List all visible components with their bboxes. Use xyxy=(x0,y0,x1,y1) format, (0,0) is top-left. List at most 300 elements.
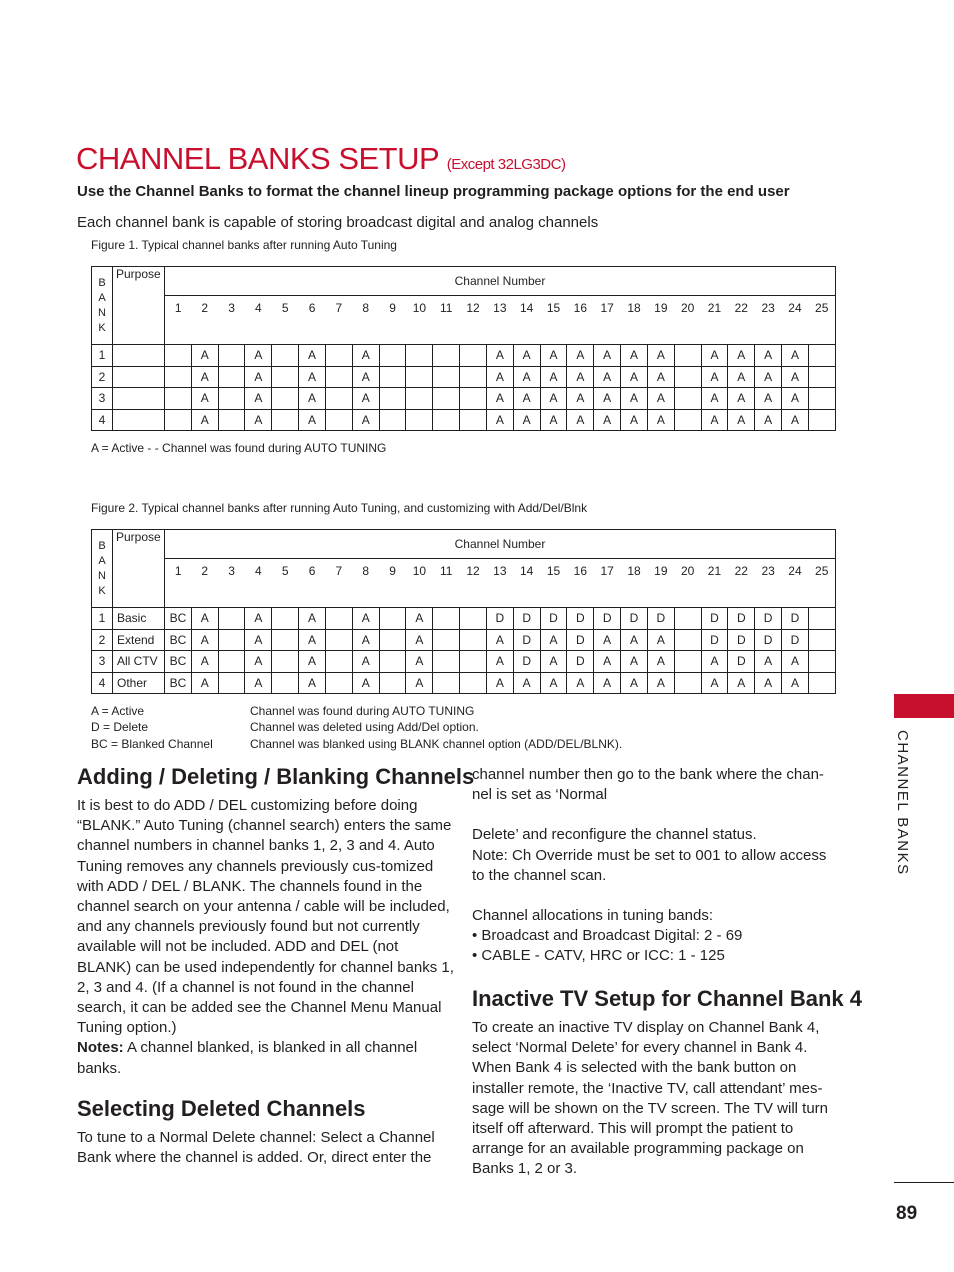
notes-text: A channel blanked, is blanked in all channel banks. xyxy=(77,1039,418,1077)
fig2-channel-number: 13 xyxy=(486,559,513,608)
fig2-channel-cell: D xyxy=(486,608,513,630)
fig2-bank-header-letter: B xyxy=(98,539,106,552)
fig1-channel-cell: A xyxy=(567,345,594,367)
fig2-channel-cell: A xyxy=(352,672,379,694)
side-tab-label xyxy=(894,730,918,880)
fig2-channel-cell xyxy=(272,629,299,651)
right-p3: Note: Ch Override must be set to 001 to allow access to the channel scan. xyxy=(472,846,827,884)
adding-body xyxy=(77,796,455,1079)
fig1-channel-cell: A xyxy=(352,409,379,431)
fig1-channel-cell xyxy=(218,409,245,431)
fig2-channel-cell: A xyxy=(486,672,513,694)
figure1-legend: A = Active - - Channel was found during AUTO TUNING xyxy=(91,441,387,455)
fig1-channel-number: 22 xyxy=(728,296,755,345)
fig1-channel-cell: A xyxy=(513,388,540,410)
fig1-channel-number: 5 xyxy=(272,296,299,345)
fig2-bank-number: 2 xyxy=(92,629,113,651)
fig1-channel-cell: A xyxy=(540,409,567,431)
fig2-channel-cell xyxy=(808,608,835,630)
fig1-channel-cell xyxy=(460,345,487,367)
fig1-table-row xyxy=(92,388,836,410)
fig1-channel-number: 17 xyxy=(594,296,621,345)
fig2-channel-cell: D xyxy=(513,651,540,673)
fig1-channel-number: 18 xyxy=(621,296,648,345)
fig2-channel-cell xyxy=(325,608,352,630)
figure1-table xyxy=(91,266,836,431)
fig1-channel-cell: A xyxy=(567,388,594,410)
fig2-channel-cell: A xyxy=(513,672,540,694)
right-p2: Delete’ and reconfigure the channel status. xyxy=(472,826,757,844)
fig2-channel-cell xyxy=(379,672,406,694)
fig2-channel-cell: A xyxy=(782,651,809,673)
fig2-channel-cell xyxy=(460,608,487,630)
fig2-purpose-header: Purpose xyxy=(113,530,165,608)
fig2-channel-cell: A xyxy=(191,629,218,651)
fig2-channel-cell xyxy=(218,651,245,673)
fig2-channel-number: 11 xyxy=(433,559,460,608)
legend-desc-delete: Channel was deleted using Add/Del option. xyxy=(250,720,479,734)
fig1-channel-number: 24 xyxy=(782,296,809,345)
fig1-channel-number: 1 xyxy=(165,296,192,345)
selecting-body: To tune to a Normal Delete channel: Select a Channel Bank where the channel is added. Or, direct enter the xyxy=(77,1129,435,1167)
fig2-channel-cell xyxy=(218,672,245,694)
fig1-purpose-cell xyxy=(113,388,165,410)
fig1-channel-cell: A xyxy=(755,409,782,431)
fig2-channel-cell xyxy=(272,672,299,694)
fig1-channel-cell xyxy=(165,366,192,388)
fig1-channel-cell: A xyxy=(540,366,567,388)
fig2-channel-cell: A xyxy=(621,651,648,673)
fig1-channel-cell: A xyxy=(782,409,809,431)
fig2-channel-cell: BC xyxy=(165,629,192,651)
fig1-channel-cell: A xyxy=(567,366,594,388)
fig1-channel-cell xyxy=(165,345,192,367)
fig1-purpose-header: Purpose xyxy=(113,267,165,345)
fig1-channel-cell xyxy=(460,366,487,388)
fig1-channel-cell xyxy=(325,366,352,388)
fig2-channel-cell xyxy=(379,651,406,673)
fig1-bank-number: 4 xyxy=(92,409,113,431)
fig1-channel-cell xyxy=(808,366,835,388)
fig2-channel-cell: A xyxy=(245,629,272,651)
fig2-bank-number: 1 xyxy=(92,608,113,630)
fig1-channel-number: 3 xyxy=(218,296,245,345)
fig1-purpose-cell xyxy=(113,366,165,388)
right-column-text xyxy=(472,765,842,967)
heading-selecting: Selecting Deleted Channels xyxy=(77,1096,366,1121)
fig1-channel-cell: A xyxy=(621,409,648,431)
fig1-channel-cell xyxy=(406,366,433,388)
section-inactive xyxy=(472,986,862,1180)
fig1-channel-number: 15 xyxy=(540,296,567,345)
fig2-channel-cell: A xyxy=(486,629,513,651)
fig2-channel-cell xyxy=(433,608,460,630)
fig1-channel-number: 8 xyxy=(352,296,379,345)
fig1-channel-cell xyxy=(808,409,835,431)
fig2-channel-number: 6 xyxy=(299,559,326,608)
fig2-purpose-cell: Basic xyxy=(113,608,165,630)
fig1-table-row xyxy=(92,345,836,367)
fig2-channel-cell: A xyxy=(701,651,728,673)
fig2-channel-cell: BC xyxy=(165,672,192,694)
fig1-channel-cell xyxy=(272,388,299,410)
fig1-channel-cell: A xyxy=(594,366,621,388)
fig1-channel-number: 21 xyxy=(701,296,728,345)
fig2-channel-cell: A xyxy=(191,651,218,673)
fig2-channel-cell: D xyxy=(513,608,540,630)
fig2-channel-cell: D xyxy=(728,651,755,673)
legend-key-delete: D = Delete xyxy=(91,720,149,734)
fig2-channel-number: 10 xyxy=(406,559,433,608)
fig1-channel-cell xyxy=(406,409,433,431)
fig2-channel-cell xyxy=(808,672,835,694)
fig2-table-row xyxy=(92,629,836,651)
fig1-channel-number: 12 xyxy=(460,296,487,345)
fig1-channel-number: 20 xyxy=(674,296,701,345)
fig2-channel-cell: D xyxy=(513,629,540,651)
fig2-channel-cell: A xyxy=(245,651,272,673)
fig2-channel-cell xyxy=(674,651,701,673)
title-suffix: (Except 32LG3DC) xyxy=(446,156,566,173)
fig1-channel-cell: A xyxy=(513,366,540,388)
fig1-bank-number: 3 xyxy=(92,388,113,410)
inactive-body: To create an inactive TV display on Channel Bank 4, select ‘Normal Delete’ for every channel in Bank 4. When Bank 4 is selected with the bank button on installer remote, the ‘Inactive TV, call attendant’ mes-sage will be shown on the TV screen. The TV will turn itself off afterward. This will prompt the patient to arrange for an available programming package on Banks 1, 2 or 3. xyxy=(472,1019,829,1178)
fig2-channel-cell: D xyxy=(755,629,782,651)
fig1-channel-number: 4 xyxy=(245,296,272,345)
fig2-bank-header-letter: K xyxy=(98,584,106,597)
fig1-channel-cell xyxy=(218,366,245,388)
fig2-channel-cell xyxy=(433,651,460,673)
fig2-channel-cell: D xyxy=(728,629,755,651)
fig2-channel-cell xyxy=(808,651,835,673)
fig2-channel-cell: A xyxy=(755,651,782,673)
fig2-channel-cell: D xyxy=(728,608,755,630)
fig1-channel-cell xyxy=(674,409,701,431)
fig1-channel-cell: A xyxy=(191,345,218,367)
fig2-channel-cell xyxy=(808,629,835,651)
fig1-channel-cell: A xyxy=(755,345,782,367)
fig2-channel-cell: D xyxy=(594,608,621,630)
fig1-bank-header xyxy=(92,267,113,345)
legend-key-blanked: BC = Blanked Channel xyxy=(91,737,213,751)
fig2-channel-cell: A xyxy=(191,608,218,630)
fig2-channel-cell: D xyxy=(621,608,648,630)
fig1-channel-cell: A xyxy=(701,409,728,431)
fig2-channel-cell: A xyxy=(245,608,272,630)
page-number-rule xyxy=(894,1182,954,1183)
fig1-channel-cell: A xyxy=(647,409,674,431)
fig1-channel-cell: A xyxy=(299,409,326,431)
right-p1: channel number then go to the bank where the chan-nel is set as ‘Normal xyxy=(472,766,824,804)
fig1-channel-cell: A xyxy=(782,366,809,388)
fig2-channel-cell: A xyxy=(647,672,674,694)
fig1-channel-cell xyxy=(325,345,352,367)
fig2-channel-cell: D xyxy=(701,608,728,630)
fig2-purpose-cell: Extend xyxy=(113,629,165,651)
fig1-channel-cell: A xyxy=(540,388,567,410)
right-bullet2: • CABLE - CATV, HRC or ICC: 1 - 125 xyxy=(472,947,725,965)
fig1-channel-cell: A xyxy=(621,345,648,367)
fig1-channel-number: 7 xyxy=(325,296,352,345)
fig1-channel-cell: A xyxy=(728,409,755,431)
fig1-channel-cell: A xyxy=(299,388,326,410)
fig1-channel-cell xyxy=(218,345,245,367)
fig2-channel-cell xyxy=(325,672,352,694)
fig2-channel-cell: A xyxy=(782,672,809,694)
fig1-channel-cell: A xyxy=(299,345,326,367)
fig1-purpose-cell xyxy=(113,345,165,367)
fig2-channel-cell: A xyxy=(191,672,218,694)
fig2-channel-cell: A xyxy=(245,672,272,694)
fig1-channel-cell: A xyxy=(486,366,513,388)
fig2-bank-header-letter: A xyxy=(98,554,106,567)
fig2-channel-cell: A xyxy=(647,651,674,673)
fig2-channel-cell: D xyxy=(782,629,809,651)
fig1-table-row xyxy=(92,409,836,431)
fig2-table-row xyxy=(92,608,836,630)
fig1-channel-cell xyxy=(460,409,487,431)
heading-adding: Adding / Deleting / Blanking Channels xyxy=(77,764,475,789)
fig2-channel-cell: A xyxy=(299,672,326,694)
fig1-channel-cell xyxy=(674,388,701,410)
fig2-channel-cell: A xyxy=(594,651,621,673)
legend-key-active: A = Active xyxy=(91,704,145,718)
fig2-channel-cell: A xyxy=(621,629,648,651)
fig2-channel-cell: A xyxy=(299,651,326,673)
notes-label: Notes: xyxy=(77,1039,124,1057)
fig2-channel-cell xyxy=(218,629,245,651)
fig1-channel-cell: A xyxy=(513,409,540,431)
fig1-channel-cell: A xyxy=(728,388,755,410)
fig2-channel-number: 20 xyxy=(674,559,701,608)
fig1-channel-cell: A xyxy=(191,366,218,388)
fig2-bank-header xyxy=(92,530,113,608)
fig2-channel-cell: A xyxy=(755,672,782,694)
fig1-channel-cell xyxy=(406,345,433,367)
fig2-channel-cell: A xyxy=(299,608,326,630)
right-bullet1: • Broadcast and Broadcast Digital: 2 - 69 xyxy=(472,927,743,945)
fig2-channel-cell: A xyxy=(406,672,433,694)
fig1-channel-cell xyxy=(674,366,701,388)
fig1-channel-cell: A xyxy=(191,409,218,431)
fig1-channel-number: 16 xyxy=(567,296,594,345)
fig2-channel-cell: D xyxy=(540,608,567,630)
fig1-channel-cell xyxy=(325,409,352,431)
fig2-channel-cell xyxy=(218,608,245,630)
fig1-bank-header-letter: K xyxy=(98,321,106,334)
fig2-channel-number: 14 xyxy=(513,559,540,608)
fig2-channel-number: 12 xyxy=(460,559,487,608)
fig2-channel-cell: A xyxy=(486,651,513,673)
fig2-channel-cell xyxy=(272,651,299,673)
fig2-channel-number: 19 xyxy=(647,559,674,608)
fig2-channel-number: 25 xyxy=(808,559,835,608)
fig2-channel-cell: A xyxy=(540,629,567,651)
fig2-channel-number: 9 xyxy=(379,559,406,608)
fig2-channel-number: 1 xyxy=(165,559,192,608)
title-main: CHANNEL BANKS SETUP xyxy=(76,141,439,176)
figure2-table xyxy=(91,529,836,694)
fig1-channel-cell: A xyxy=(352,366,379,388)
fig1-channel-cell xyxy=(272,366,299,388)
fig1-channel-cell xyxy=(433,388,460,410)
fig2-channel-cell: A xyxy=(540,651,567,673)
fig1-channel-number: 2 xyxy=(191,296,218,345)
fig2-channel-cell: D xyxy=(701,629,728,651)
fig2-channel-cell: D xyxy=(647,608,674,630)
fig1-channel-cell xyxy=(325,388,352,410)
fig2-purpose-cell: All CTV xyxy=(113,651,165,673)
fig1-channel-cell: A xyxy=(647,345,674,367)
fig1-channel-cell: A xyxy=(486,388,513,410)
fig1-channel-number: 14 xyxy=(513,296,540,345)
fig1-bank-header-letter: B xyxy=(98,276,106,289)
subtitle: Use the Channel Banks to format the channel lineup programming package options for the end user xyxy=(77,183,790,200)
fig2-channel-number: 3 xyxy=(218,559,245,608)
fig2-channel-cell xyxy=(325,651,352,673)
fig2-channel-cell: D xyxy=(567,608,594,630)
fig2-channel-number: 22 xyxy=(728,559,755,608)
fig1-channel-cell: A xyxy=(486,409,513,431)
fig1-channel-cell xyxy=(379,345,406,367)
fig1-channel-cell xyxy=(406,388,433,410)
fig2-channel-cell: A xyxy=(352,651,379,673)
fig1-channel-cell: A xyxy=(594,345,621,367)
fig1-channel-cell: A xyxy=(540,345,567,367)
adding-text: It is best to do ADD / DEL customizing before doing “BLANK.” Auto Tuning (channel search) enters the same channel numbers in channel banks 1, 2, 3 and 4. Auto Tuning removes any channels previously cus-tomized with ADD / DEL / BLANK. The channels found in the channel search on your antenna / cable will be included, and any channels previously found but not currently available will not be included. ADD and DEL (not BLANK) can be used independently for channel banks 1, 2, 3 and 4. (If a channel is not found in the channel search, it can be added see the Channel Menu Manual Tuning option.) xyxy=(77,797,454,1037)
fig2-purpose-cell: Other xyxy=(113,672,165,694)
fig1-channel-cell: A xyxy=(352,345,379,367)
fig1-channel-cell: A xyxy=(567,409,594,431)
fig1-channel-cell: A xyxy=(191,388,218,410)
fig1-bank-number: 2 xyxy=(92,366,113,388)
fig1-channel-number-header: Channel Number xyxy=(165,267,836,296)
fig1-channel-cell: A xyxy=(594,388,621,410)
fig1-channel-cell: A xyxy=(621,388,648,410)
fig1-channel-cell xyxy=(433,409,460,431)
fig2-channel-cell xyxy=(460,651,487,673)
fig2-channel-cell xyxy=(433,629,460,651)
page-title xyxy=(76,141,565,177)
side-tab-marker xyxy=(894,694,954,718)
fig1-channel-number: 10 xyxy=(406,296,433,345)
fig1-channel-number: 9 xyxy=(379,296,406,345)
fig1-channel-cell: A xyxy=(701,345,728,367)
fig1-channel-cell: A xyxy=(782,388,809,410)
fig1-purpose-cell xyxy=(113,409,165,431)
fig1-channel-number: 25 xyxy=(808,296,835,345)
fig2-channel-cell: A xyxy=(728,672,755,694)
fig2-channel-cell xyxy=(674,672,701,694)
heading-inactive: Inactive TV Setup for Channel Bank 4 xyxy=(472,986,862,1011)
fig1-channel-number: 11 xyxy=(433,296,460,345)
fig1-bank-header-letter: A xyxy=(98,291,106,304)
fig2-channel-cell xyxy=(433,672,460,694)
fig1-channel-cell xyxy=(272,409,299,431)
fig2-channel-cell: D xyxy=(755,608,782,630)
fig2-channel-cell: A xyxy=(540,672,567,694)
fig1-channel-cell xyxy=(165,409,192,431)
fig2-channel-number: 16 xyxy=(567,559,594,608)
fig1-channel-cell: A xyxy=(782,345,809,367)
fig2-channel-number: 17 xyxy=(594,559,621,608)
fig1-channel-cell: A xyxy=(245,409,272,431)
fig2-channel-number: 2 xyxy=(191,559,218,608)
fig1-channel-cell: A xyxy=(701,388,728,410)
fig2-channel-cell: A xyxy=(701,672,728,694)
fig1-channel-cell xyxy=(272,345,299,367)
fig2-channel-cell xyxy=(674,608,701,630)
fig2-channel-number: 21 xyxy=(701,559,728,608)
fig1-channel-cell xyxy=(433,366,460,388)
fig1-channel-number: 23 xyxy=(755,296,782,345)
fig2-channel-number: 4 xyxy=(245,559,272,608)
fig2-channel-cell: A xyxy=(594,672,621,694)
fig2-channel-cell: D xyxy=(567,629,594,651)
fig2-channel-cell: A xyxy=(647,629,674,651)
fig2-bank-number: 3 xyxy=(92,651,113,673)
fig2-channel-cell: D xyxy=(782,608,809,630)
right-p4: Channel allocations in tuning bands: xyxy=(472,907,714,925)
section-selecting xyxy=(77,1096,455,1168)
fig2-bank-number: 4 xyxy=(92,672,113,694)
fig1-channel-cell xyxy=(379,409,406,431)
fig1-channel-cell xyxy=(674,345,701,367)
fig2-channel-cell xyxy=(379,629,406,651)
fig2-channel-cell: A xyxy=(299,629,326,651)
fig2-channel-cell xyxy=(325,629,352,651)
page-number: 89 xyxy=(896,1203,918,1224)
fig2-channel-number: 18 xyxy=(621,559,648,608)
figure1-caption: Figure 1. Typical channel banks after running Auto Tuning xyxy=(91,238,397,252)
fig1-channel-cell: A xyxy=(486,345,513,367)
fig1-channel-cell: A xyxy=(701,366,728,388)
fig2-table-row xyxy=(92,651,836,673)
fig1-channel-cell: A xyxy=(245,366,272,388)
fig1-channel-number: 19 xyxy=(647,296,674,345)
fig1-channel-cell: A xyxy=(647,366,674,388)
fig2-channel-number: 23 xyxy=(755,559,782,608)
fig1-channel-cell xyxy=(808,345,835,367)
fig2-channel-cell: A xyxy=(621,672,648,694)
fig2-channel-number: 7 xyxy=(325,559,352,608)
fig1-channel-cell: A xyxy=(621,366,648,388)
fig2-channel-cell: A xyxy=(352,629,379,651)
fig1-channel-cell: A xyxy=(352,388,379,410)
fig2-channel-number: 24 xyxy=(782,559,809,608)
fig2-channel-number-header: Channel Number xyxy=(165,530,836,559)
fig1-channel-cell xyxy=(218,388,245,410)
fig1-channel-cell: A xyxy=(594,409,621,431)
fig2-channel-cell: A xyxy=(352,608,379,630)
fig2-channel-cell: BC xyxy=(165,651,192,673)
fig2-table-row xyxy=(92,672,836,694)
fig2-channel-cell xyxy=(460,672,487,694)
fig1-channel-cell: A xyxy=(755,366,782,388)
fig1-bank-number: 1 xyxy=(92,345,113,367)
fig2-channel-cell: A xyxy=(406,608,433,630)
fig2-channel-number: 5 xyxy=(272,559,299,608)
fig2-bank-header-letter: N xyxy=(98,569,106,582)
fig2-channel-number: 8 xyxy=(352,559,379,608)
fig2-channel-cell: A xyxy=(567,672,594,694)
fig2-channel-cell: D xyxy=(567,651,594,673)
legend-desc-active: Channel was found during AUTO TUNING xyxy=(250,704,475,718)
fig2-channel-cell: BC xyxy=(165,608,192,630)
legend-desc-blanked: Channel was blanked using BLANK channel option (ADD/DEL/BLNK). xyxy=(250,737,623,751)
intro-text: Each channel bank is capable of storing broadcast digital and analog channels xyxy=(77,214,599,231)
fig1-channel-cell: A xyxy=(299,366,326,388)
